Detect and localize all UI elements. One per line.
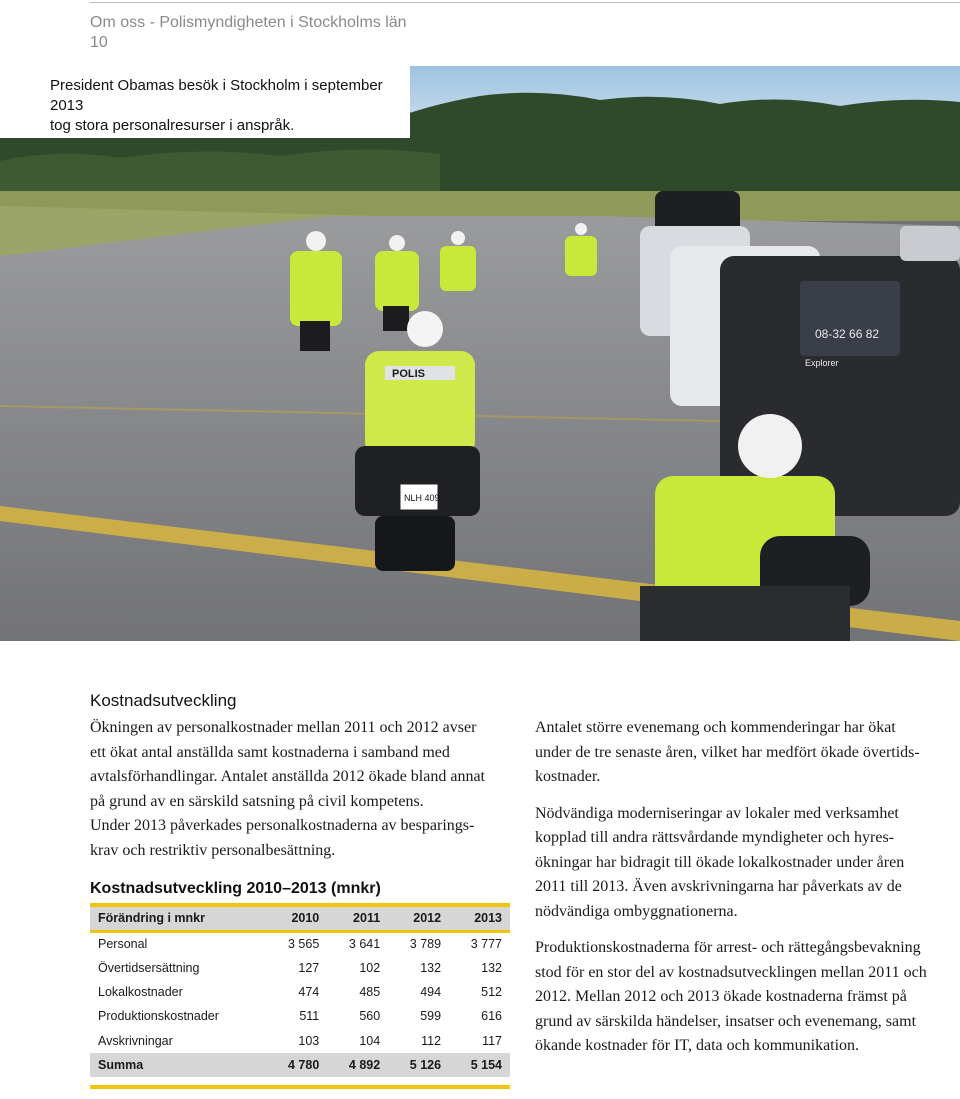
table-row	[90, 1028, 510, 1052]
row-label: Övertidsersättning	[98, 960, 200, 975]
row-label: Summa	[90, 1053, 266, 1077]
text-line: ökande kostnader för IT, data och kommunikation.	[535, 1037, 860, 1054]
photo-police-escort	[0, 66, 960, 641]
top-rule	[90, 2, 960, 3]
text-line: på grund av en särskild satsning på civil kompetens.	[90, 792, 424, 810]
paragraph-right-1	[535, 716, 955, 790]
vest-label: POLIS	[392, 368, 426, 380]
col-header: Förändring i mnkr	[90, 907, 266, 931]
van-phone: 08-32 66 82	[815, 327, 880, 341]
table-header-row	[90, 907, 510, 931]
text-line: nödvändiga ombyggnationerna.	[535, 902, 738, 920]
left-body	[90, 716, 520, 863]
text-line: stod för en stor del av kostnadsutvecklingen mellan 2011 och	[535, 963, 927, 981]
cell: 112	[421, 1033, 442, 1048]
cell: 512	[481, 985, 502, 1000]
text-line: Nödvändiga moderniseringar av lokaler med verksamhet	[535, 804, 899, 822]
table-row	[90, 956, 510, 980]
table-title: Kostnadsutveckling 2010–2013 (mnkr)	[90, 880, 381, 897]
section-heading: Kostnadsutveckling	[90, 691, 237, 710]
paragraph-1	[90, 716, 520, 814]
text-line: 2012. Mellan 2012 och 2013 ökade kostnaderna främst på	[535, 988, 907, 1005]
row-label: Personal	[98, 937, 148, 952]
license-plate: NLH 409	[404, 493, 440, 503]
cell: 4 780	[266, 1053, 327, 1077]
cost-table	[90, 903, 510, 1089]
text-line: kostnader.	[535, 768, 601, 785]
photo-caption	[50, 76, 390, 136]
table-row	[90, 1004, 510, 1028]
paragraph-right-2	[535, 802, 955, 925]
page-number: 10	[90, 34, 108, 51]
text-line: avtalsförhandlingar. Antalet anställda 2012 ökade bland annat	[90, 768, 485, 785]
cell: 5 126	[388, 1053, 449, 1077]
cell: 117	[482, 1033, 502, 1048]
text-line: ett ökat antal anställda samt kostnaderna i samband med	[90, 743, 450, 761]
table-row	[90, 931, 510, 955]
text-line: under de tre senaste åren, vilket har medfört ökade övertids-	[535, 743, 920, 761]
cell: 3 777	[470, 937, 502, 952]
cell: 102	[359, 960, 381, 975]
text-line: kopplad till andra rättsvårdande myndigheter och hyres-	[535, 829, 894, 846]
col-header: 2012	[388, 907, 449, 931]
row-label: Produktionskostnader	[98, 1009, 219, 1024]
cell: 132	[481, 960, 502, 975]
text-line: Produktionskostnaderna för arrest- och rättegångsbevakning	[535, 939, 921, 956]
cell: 132	[420, 960, 442, 975]
cell: 3 565	[287, 937, 320, 952]
cell: 5 154	[449, 1053, 510, 1077]
table-row	[90, 980, 510, 1004]
caption-line-2: tog stora personalresurser i anspråk.	[50, 117, 295, 134]
right-body	[535, 716, 955, 1071]
cell: 485	[359, 985, 381, 1000]
cell: 599	[420, 1009, 442, 1024]
table-bottom-rule	[90, 1085, 510, 1089]
cell: 127	[298, 960, 320, 975]
cost-table-grid	[90, 907, 510, 1077]
cell: 494	[420, 985, 442, 1000]
van-brand: Explorer	[805, 358, 839, 368]
paragraph-right-3	[535, 936, 955, 1059]
text-line: Antalet större evenemang och kommenderingar har ökat	[535, 719, 896, 736]
running-header: Om oss - Polismyndigheten i Stockholms län	[90, 14, 407, 31]
cell: 4 892	[327, 1053, 388, 1077]
text-line: Ökningen av personalkostnader mellan 2011 och 2012 avser	[90, 719, 477, 736]
cell: 3 641	[348, 937, 381, 952]
cell: 103	[298, 1033, 320, 1048]
paragraph-2	[90, 814, 520, 863]
cell: 474	[298, 985, 320, 1000]
cell: 104	[359, 1033, 381, 1048]
row-label: Lokalkostnader	[98, 985, 183, 1000]
text-line: 2011 till 2013. Även avskrivningarna har påverkats av de	[535, 878, 902, 895]
text-line: ökningar har bidragit till ökade lokalkostnader under åren	[535, 853, 905, 871]
cell: 3 789	[409, 937, 442, 952]
col-header: 2013	[449, 907, 510, 931]
table-sum-row	[90, 1053, 510, 1077]
text-line: Under 2013 påverkades personalkostnaderna av besparings-	[90, 817, 475, 834]
row-label: Avskrivningar	[98, 1033, 173, 1048]
cell: 560	[359, 1009, 381, 1024]
cell: 511	[299, 1009, 320, 1024]
col-header: 2010	[266, 907, 327, 931]
text-line: krav och restriktiv personalbesättning.	[90, 841, 336, 859]
caption-line-1: President Obamas besök i Stockholm i september 2013	[50, 77, 383, 114]
col-header: 2011	[327, 907, 388, 931]
cell: 616	[481, 1009, 502, 1024]
text-line: grund av särskilda händelser, insatser och evenemang, samt	[535, 1012, 917, 1030]
